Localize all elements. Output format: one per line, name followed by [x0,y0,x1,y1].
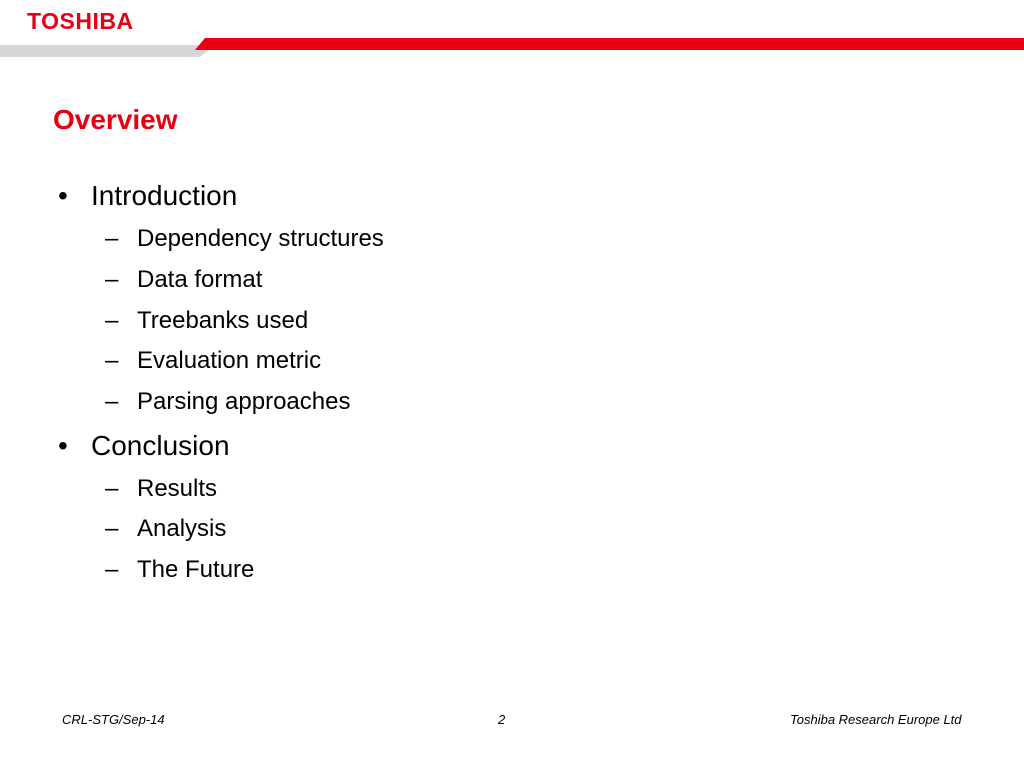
subitem-analysis [105,515,505,543]
dash-marker: – [105,556,119,583]
slide-title: Overview [53,104,178,135]
dash-marker: – [105,307,119,334]
subitem-label: Treebanks used [137,307,309,334]
footer-date-code: CRL-STG/Sep-14 [62,712,165,727]
footer-page-number: 2 [498,712,506,727]
subitem-label: Analysis [137,515,227,542]
subitem-the-future [105,556,505,584]
header-red-band [195,38,1024,50]
subitem-treebanks-used [105,307,505,335]
bullet-item-conclusion [58,430,458,462]
header-band [0,0,1024,70]
footer-company: Toshiba Research Europe Ltd [790,712,962,727]
bullet-marker: • [58,180,68,211]
bullet-label: Conclusion [91,430,230,461]
dash-marker: – [105,266,119,293]
header-gray-band [0,45,200,57]
subitem-label: Parsing approaches [137,388,351,415]
subitem-label: Data format [137,266,263,293]
subitem-evaluation-metric [105,347,505,375]
subitem-dependency-structures [105,225,505,253]
bullet-label: Introduction [91,180,238,211]
subitem-label: Dependency structures [137,225,384,252]
subitem-parsing-approaches [105,388,505,416]
bullet-item-introduction [58,180,458,212]
dash-marker: – [105,388,119,415]
bullet-marker: • [58,430,68,461]
subitem-label: Results [137,475,218,502]
subitem-label: The Future [137,556,255,583]
subitem-label: Evaluation metric [137,347,322,374]
subitem-data-format [105,266,505,294]
subitem-results [105,475,505,503]
dash-marker: – [105,225,119,252]
dash-marker: – [105,475,119,502]
toshiba-logo: TOSHIBA [27,8,134,34]
dash-marker: – [105,347,119,374]
dash-marker: – [105,515,119,542]
